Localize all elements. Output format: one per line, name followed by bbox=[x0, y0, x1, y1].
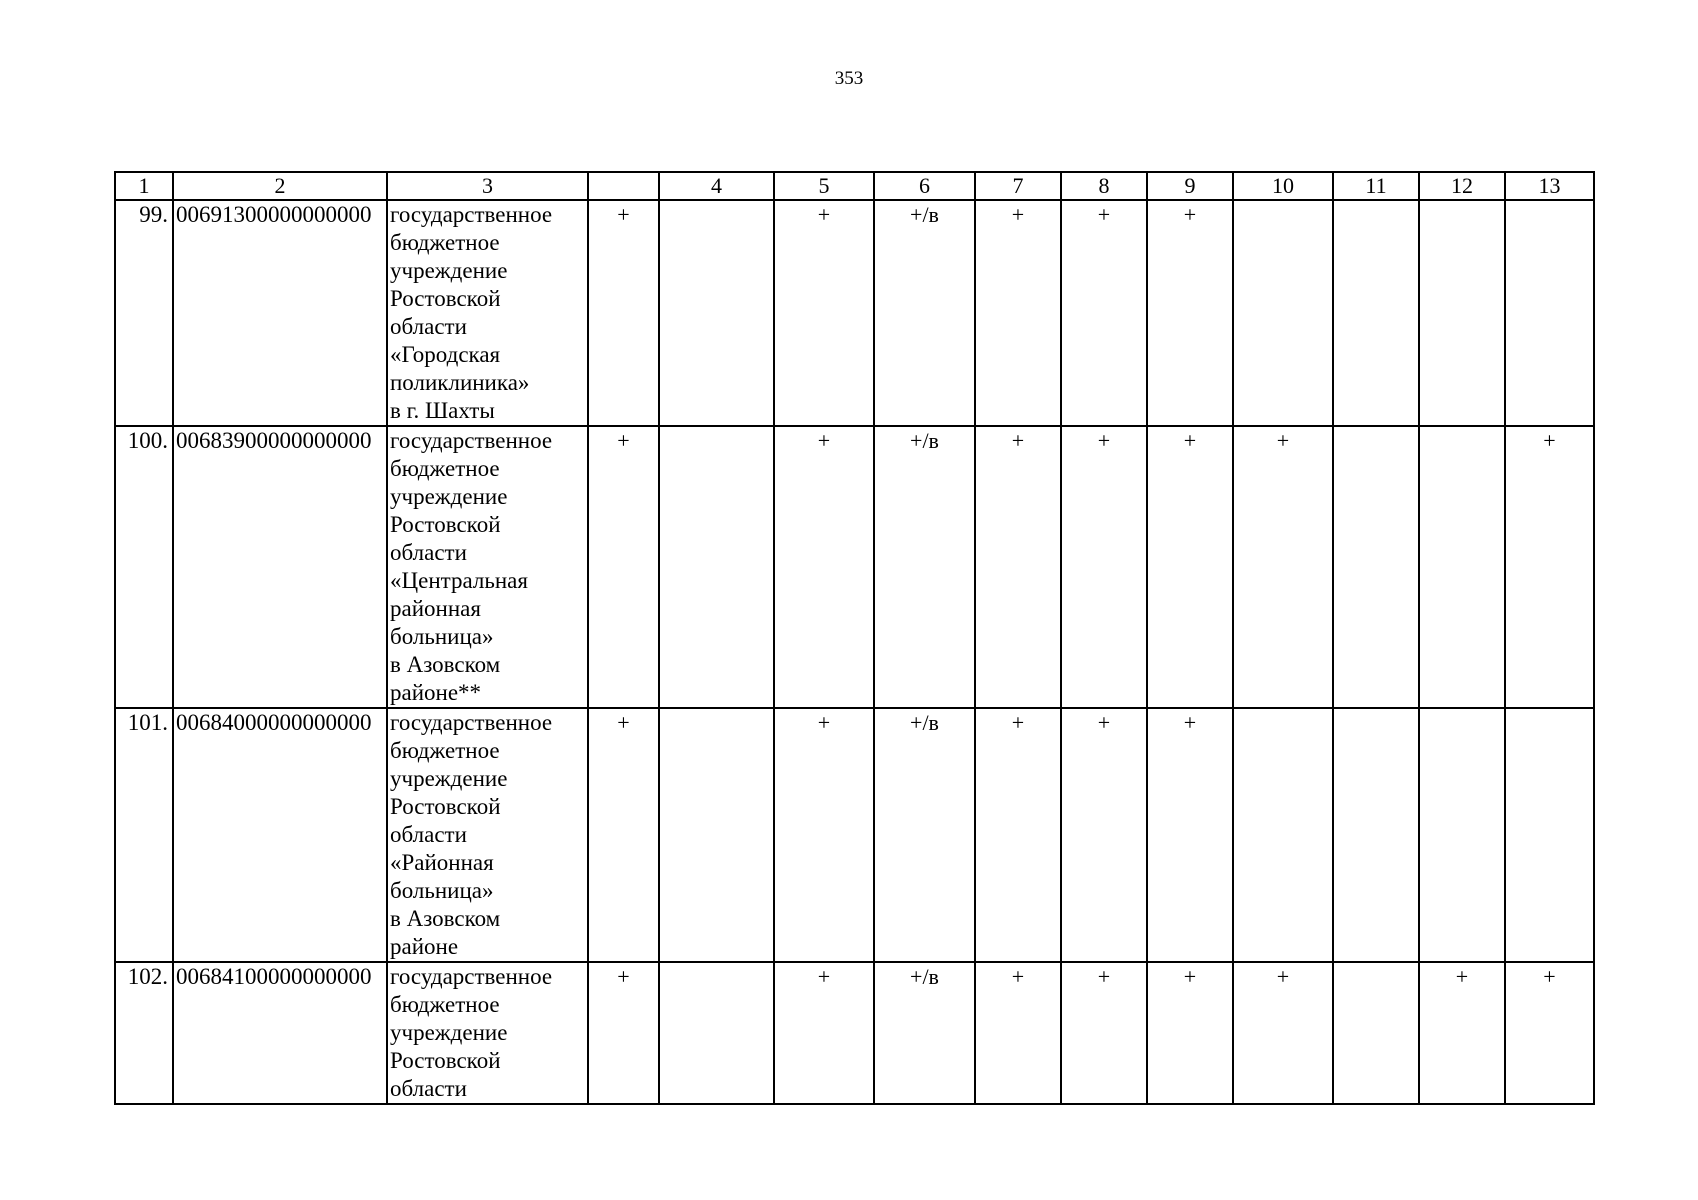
table-row bbox=[115, 962, 1594, 1104]
mark-cell: + bbox=[588, 708, 659, 962]
mark-cell: +/в bbox=[874, 426, 975, 708]
mark-cell: + bbox=[975, 426, 1061, 708]
mark-cell bbox=[1333, 708, 1419, 962]
institution-name-line: Ростовской bbox=[390, 286, 501, 311]
institution-code: 00684000000000000 bbox=[173, 708, 387, 962]
institution-name-line: больница» bbox=[390, 878, 494, 903]
mark-cell: + bbox=[1147, 962, 1233, 1104]
table-row bbox=[115, 200, 1594, 426]
institution-name-line: учреждение bbox=[390, 484, 508, 509]
column-header: 3 bbox=[387, 172, 588, 200]
institution-name-line: поликлиника» bbox=[390, 370, 530, 395]
mark-cell: + bbox=[774, 962, 874, 1104]
row-number: 101. bbox=[115, 708, 173, 962]
institution-name-line: учреждение bbox=[390, 258, 508, 283]
mark-cell bbox=[1333, 200, 1419, 426]
institution-name-line: учреждение bbox=[390, 1020, 508, 1045]
header-row bbox=[115, 172, 1594, 200]
column-header: 7 bbox=[975, 172, 1061, 200]
mark-cell: + bbox=[1147, 708, 1233, 962]
institution-name-line: районная bbox=[390, 596, 481, 621]
mark-cell bbox=[659, 962, 774, 1104]
mark-cell bbox=[1419, 200, 1505, 426]
column-header: 13 bbox=[1505, 172, 1594, 200]
institution-name-line: государственное bbox=[390, 964, 553, 989]
column-header: 12 bbox=[1419, 172, 1505, 200]
mark-cell: + bbox=[774, 200, 874, 426]
institution-code: 00691300000000000 bbox=[173, 200, 387, 426]
mark-cell: + bbox=[588, 426, 659, 708]
mark-cell: + bbox=[1233, 962, 1333, 1104]
institution-name-line: Ростовской bbox=[390, 794, 501, 819]
institution-name-line: области bbox=[390, 314, 467, 339]
mark-cell: + bbox=[774, 708, 874, 962]
mark-cell bbox=[659, 200, 774, 426]
institution-name-line: бюджетное bbox=[390, 738, 500, 763]
column-header bbox=[588, 172, 659, 200]
institution-code: 00684100000000000 bbox=[173, 962, 387, 1104]
mark-cell: + bbox=[774, 426, 874, 708]
mark-cell: + bbox=[975, 200, 1061, 426]
row-number: 100. bbox=[115, 426, 173, 708]
mark-cell: + bbox=[588, 962, 659, 1104]
mark-cell: +/в bbox=[874, 708, 975, 962]
mark-cell: + bbox=[1505, 962, 1594, 1104]
mark-cell: + bbox=[1061, 708, 1147, 962]
institution-name-line: государственное bbox=[390, 710, 553, 735]
table-row bbox=[115, 708, 1594, 962]
mark-cell bbox=[1333, 962, 1419, 1104]
mark-cell: + bbox=[1233, 426, 1333, 708]
mark-cell bbox=[1419, 708, 1505, 962]
mark-cell: +/в bbox=[874, 962, 975, 1104]
mark-cell: + bbox=[1061, 426, 1147, 708]
column-header: 10 bbox=[1233, 172, 1333, 200]
institution-name-line: в г. Шахты bbox=[390, 398, 495, 423]
table-row bbox=[115, 426, 1594, 708]
column-header: 5 bbox=[774, 172, 874, 200]
institution-name bbox=[387, 426, 588, 708]
institution-name bbox=[387, 708, 588, 962]
institution-name bbox=[387, 200, 588, 426]
institution-name bbox=[387, 962, 588, 1104]
row-number: 102. bbox=[115, 962, 173, 1104]
institution-name-line: учреждение bbox=[390, 766, 508, 791]
mark-cell: + bbox=[588, 200, 659, 426]
institution-name-line: области bbox=[390, 822, 467, 847]
column-header: 4 bbox=[659, 172, 774, 200]
column-header: 9 bbox=[1147, 172, 1233, 200]
mark-cell: + bbox=[1505, 426, 1594, 708]
institution-name-line: «Городская bbox=[390, 342, 501, 367]
mark-cell bbox=[1419, 426, 1505, 708]
page-number: 353 bbox=[834, 68, 864, 89]
mark-cell: + bbox=[975, 708, 1061, 962]
institution-name-line: больница» bbox=[390, 624, 494, 649]
institution-name-line: области bbox=[390, 1076, 467, 1101]
institution-name-line: государственное bbox=[390, 428, 553, 453]
column-header: 8 bbox=[1061, 172, 1147, 200]
institution-name-line: бюджетное bbox=[390, 456, 500, 481]
mark-cell bbox=[1505, 200, 1594, 426]
mark-cell: + bbox=[1061, 962, 1147, 1104]
institution-name-line: Ростовской bbox=[390, 1048, 501, 1073]
institution-name-line: области bbox=[390, 540, 467, 565]
institution-name-line: Ростовской bbox=[390, 512, 501, 537]
institution-name-line: в Азовском bbox=[390, 906, 501, 931]
mark-cell: + bbox=[1419, 962, 1505, 1104]
institution-name-line: районе** bbox=[390, 680, 482, 705]
mark-cell bbox=[659, 708, 774, 962]
mark-cell bbox=[1505, 708, 1594, 962]
institution-name-line: бюджетное bbox=[390, 992, 500, 1017]
row-number: 99. bbox=[115, 200, 173, 426]
institution-name-line: районе bbox=[390, 934, 459, 959]
mark-cell: + bbox=[1147, 426, 1233, 708]
column-header: 1 bbox=[115, 172, 173, 200]
mark-cell: + bbox=[1147, 200, 1233, 426]
column-header: 11 bbox=[1333, 172, 1419, 200]
institution-code: 00683900000000000 bbox=[173, 426, 387, 708]
mark-cell bbox=[1233, 200, 1333, 426]
institution-name-line: бюджетное bbox=[390, 230, 500, 255]
column-header: 6 bbox=[874, 172, 975, 200]
column-header: 2 bbox=[173, 172, 387, 200]
mark-cell bbox=[1233, 708, 1333, 962]
institution-name-line: в Азовском bbox=[390, 652, 501, 677]
mark-cell bbox=[1333, 426, 1419, 708]
data-table bbox=[114, 171, 1595, 1105]
mark-cell: + bbox=[975, 962, 1061, 1104]
mark-cell: +/в bbox=[874, 200, 975, 426]
mark-cell bbox=[659, 426, 774, 708]
institution-name-line: государственное bbox=[390, 202, 553, 227]
institution-name-line: «Центральная bbox=[390, 568, 528, 593]
mark-cell: + bbox=[1061, 200, 1147, 426]
institution-name-line: «Районная bbox=[390, 850, 494, 875]
